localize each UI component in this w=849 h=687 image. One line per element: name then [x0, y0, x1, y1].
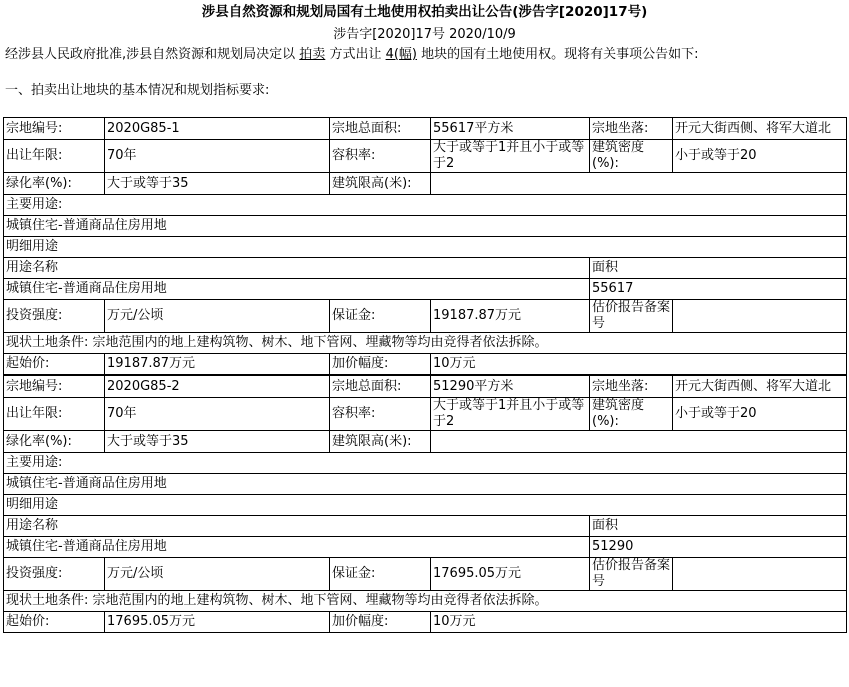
label-investment: 投资强度:: [4, 300, 105, 333]
start-price: 19187.87万元: [105, 354, 330, 375]
label-total-area: 宗地总面积:: [330, 118, 431, 140]
label-area: 面积: [590, 516, 847, 537]
label-location: 宗地坐落:: [590, 118, 673, 140]
label-appraisal: 估价报告备案号: [590, 558, 673, 591]
far: 大于或等于1并且小于或等于2: [431, 140, 590, 173]
label-term: 出让年限:: [4, 398, 105, 431]
label-parcel-no: 宗地编号:: [4, 376, 105, 398]
section-title: 一、拍卖出让地块的基本情况和规划指标要求:: [5, 83, 270, 98]
intro-count: 4(幅): [385, 47, 418, 62]
label-detail-use: 明细用途: [4, 237, 847, 258]
label-far: 容积率:: [330, 398, 431, 431]
density: 小于或等于20: [673, 398, 847, 431]
total-area: 55617平方米: [431, 118, 590, 140]
label-density: 建筑密度(%):: [590, 140, 673, 173]
start-price: 17695.05万元: [105, 612, 330, 633]
increment: 10万元: [431, 354, 847, 375]
area: 55617: [590, 279, 847, 300]
label-green: 绿化率(%):: [4, 173, 105, 195]
term: 70年: [105, 398, 330, 431]
deposit: 19187.87万元: [431, 300, 590, 333]
label-total-area: 宗地总面积:: [330, 376, 431, 398]
intro-mid: 方式出让: [329, 47, 382, 62]
appraisal: [673, 300, 847, 333]
main-use: 城镇住宅-普通商品住房用地: [4, 474, 847, 495]
parcel-no: 2020G85-1: [105, 118, 330, 140]
label-investment: 投资强度:: [4, 558, 105, 591]
label-main-use: 主要用途:: [4, 195, 847, 216]
investment: 万元/公顷: [105, 300, 330, 333]
condition-row: [4, 333, 847, 354]
green: 大于或等于35: [105, 431, 330, 453]
intro-method: 拍卖: [299, 47, 326, 62]
label-height: 建筑限高(米):: [330, 173, 431, 195]
label-green: 绿化率(%):: [4, 431, 105, 453]
label-deposit: 保证金:: [330, 558, 431, 591]
parcel-tables: [0, 117, 849, 633]
green: 大于或等于35: [105, 173, 330, 195]
notice-subtitle: 涉告字[2020]17号 2020/10/9: [333, 27, 516, 42]
label-start-price: 起始价:: [4, 354, 105, 375]
location: 开元大街西侧、将军大道北: [673, 118, 847, 140]
total-area: 51290平方米: [431, 376, 590, 398]
label-use-name: 用途名称: [4, 258, 590, 279]
term: 70年: [105, 140, 330, 173]
label-deposit: 保证金:: [330, 300, 431, 333]
notice-intro: [0, 45, 849, 65]
intro-suffix: 地块的国有土地使用权。现将有关事项公告如下:: [421, 47, 699, 62]
label-height: 建筑限高(米):: [330, 431, 431, 453]
density: 小于或等于20: [673, 140, 847, 173]
appraisal: [673, 558, 847, 591]
label-increment: 加价幅度:: [330, 354, 431, 375]
label-condition: 现状土地条件:: [6, 335, 89, 350]
location: 开元大街西侧、将军大道北: [673, 376, 847, 398]
label-parcel-no: 宗地编号:: [4, 118, 105, 140]
notice-title: 涉县自然资源和规划局国有土地使用权拍卖出让公告(涉告字[2020]17号): [201, 4, 648, 20]
label-condition: 现状土地条件:: [6, 593, 89, 608]
label-area: 面积: [590, 258, 847, 279]
increment: 10万元: [431, 612, 847, 633]
use-name: 城镇住宅-普通商品住房用地: [4, 279, 590, 300]
parcel-table-1: [3, 117, 847, 375]
far: 大于或等于1并且小于或等于2: [431, 398, 590, 431]
label-location: 宗地坐落:: [590, 376, 673, 398]
label-main-use: 主要用途:: [4, 453, 847, 474]
label-appraisal: 估价报告备案号: [590, 300, 673, 333]
label-use-name: 用途名称: [4, 516, 590, 537]
label-far: 容积率:: [330, 140, 431, 173]
label-density: 建筑密度(%):: [590, 398, 673, 431]
deposit: 17695.05万元: [431, 558, 590, 591]
investment: 万元/公顷: [105, 558, 330, 591]
condition: 宗地范围内的地上建构筑物、树木、地下管网、埋藏物等均由竞得者依法拆除。: [92, 593, 548, 608]
condition: 宗地范围内的地上建构筑物、树木、地下管网、埋藏物等均由竞得者依法拆除。: [92, 335, 548, 350]
parcel-no: 2020G85-2: [105, 376, 330, 398]
main-use: 城镇住宅-普通商品住房用地: [4, 216, 847, 237]
label-term: 出让年限:: [4, 140, 105, 173]
intro-prefix: 经涉县人民政府批准,涉县自然资源和规划局决定以: [5, 47, 296, 62]
condition-row: [4, 591, 847, 612]
parcel-table-2: [3, 375, 847, 633]
height: [431, 173, 847, 195]
label-start-price: 起始价:: [4, 612, 105, 633]
use-name: 城镇住宅-普通商品住房用地: [4, 537, 590, 558]
label-increment: 加价幅度:: [330, 612, 431, 633]
label-detail-use: 明细用途: [4, 495, 847, 516]
area: 51290: [590, 537, 847, 558]
height: [431, 431, 847, 453]
